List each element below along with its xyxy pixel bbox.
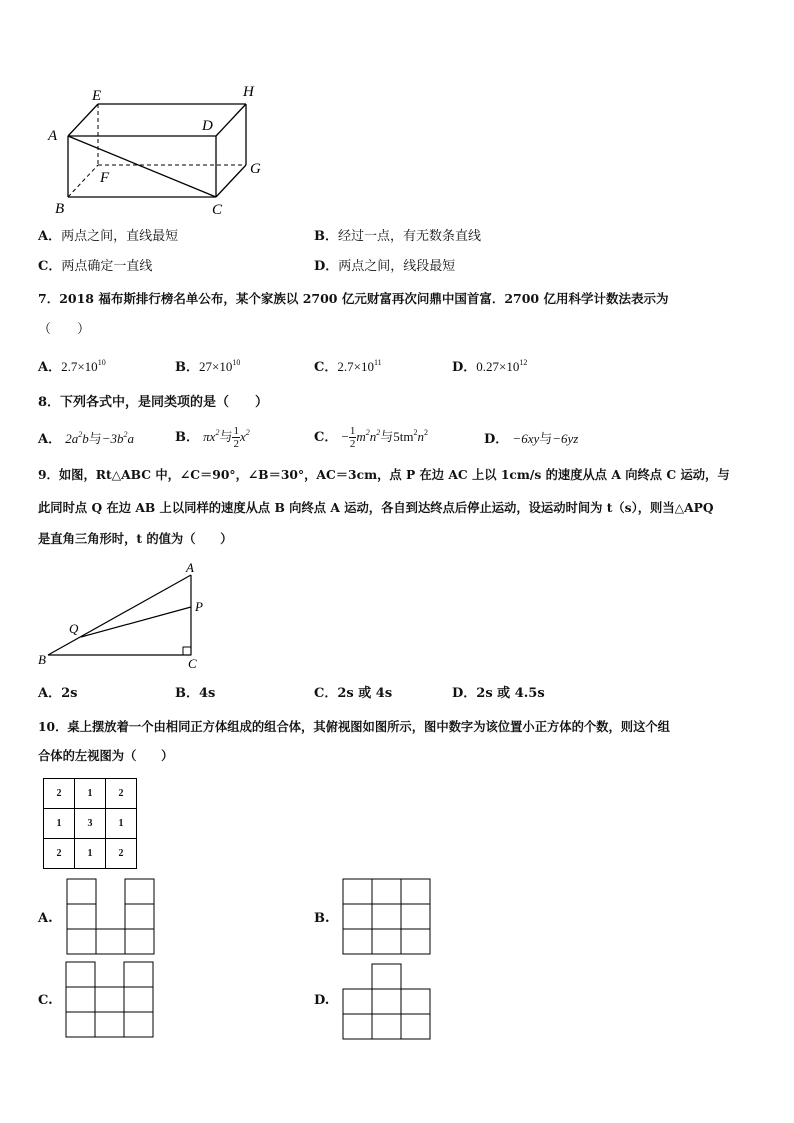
grid-cell: 1 [75,779,106,809]
label-P: P [195,599,203,614]
q9-stem-line1: 9．如图，Rt△ABC 中，∠C＝90°，∠B＝30°，AC＝3cm，点 P 在边 AC 上以 1cm/s 的速度从点 A 向终点 C 运动，与 [38,467,730,482]
top-view-grid [43,778,137,869]
q10-stem-line2: 合体的左视图为（ ） [38,748,174,763]
grid-cell: 1 [44,809,75,839]
q7-option-c: C．$2.7\times 10^{11}$ [314,358,382,375]
q10-option-d-view [343,964,443,1044]
q8-option-d: D． −6xy与−6yz [484,431,579,447]
q10-option-a-label: A. [38,911,53,926]
q6-option-c: C．两点确定一直线 [38,259,153,274]
q10-option-a-view [67,879,167,959]
q8-option-c: C． − $\frac{1}{2}$ $m^2n^2$与$5tm^2n^2$ [314,425,428,450]
q7-stem: 7．2018 福布斯排行榜名单公布，某个家族以 2700 亿元财富再次问鼎中国首富．2700 亿用科学计数法表示为 [38,291,669,306]
grid-cell: 3 [75,809,106,839]
cuboid-figure [40,80,280,220]
label-G: G [250,161,261,177]
q7-option-d: D．$0.27\times 10^{12}$ [452,358,528,375]
q10-option-c-label: C. [38,993,53,1008]
label-C: C [212,202,223,218]
label-A: A [186,560,194,575]
label-B: B [55,201,65,217]
q6-option-a: A．两点之间，直线最短 [38,229,179,244]
grid-cell: 2 [106,839,137,869]
q10-option-b-view [343,879,443,959]
q10-option-c-view [66,962,166,1042]
label-Q: Q [69,621,79,636]
label-B: B [38,652,46,667]
label-C: C [188,656,197,671]
grid-cell: 2 [44,779,75,809]
triangle-figure [36,560,216,670]
label-A: A [48,128,58,144]
label-H: H [243,84,254,100]
grid-cell: 2 [106,779,137,809]
grid-cell: 1 [75,839,106,869]
q9-stem-line3: 是直角三角形时，t 的值为（ ） [38,531,233,546]
q9-option-d: D．2s 或 4.5s [452,686,545,701]
q6-option-d: D．两点之间，线段最短 [314,259,456,274]
q10-option-b-label: B. [314,911,330,926]
grid-cell: 1 [106,809,137,839]
q10-option-d-label: D. [314,993,330,1008]
label-D: D [202,118,213,134]
q9-option-a: A．2s [38,686,78,701]
q7-paren: （ ） [38,322,91,337]
q8-option-b: B． $\pi x^2$与 $\frac{1}{2}$ $x^2$ [175,425,250,450]
q9-stem-line2: 此同时点 Q 在边 AB 上以同样的速度从点 B 向终点 A 运动，各自到达终点后停止运动，设运动时间为 t（s），则当△APQ [38,500,714,515]
grid-cell: 2 [44,839,75,869]
q6-option-b: B．经过一点，有无数条直线 [314,229,482,244]
q9-option-c: C．2s 或 4s [314,686,393,701]
label-E: E [92,88,102,104]
q10-stem-line1: 10．桌上摆放着一个由相同正方体组成的组合体，其俯视图如图所示，图中数字为该位置小正方体的个数，则这个组 [38,719,670,734]
q7-option-a: A．$2.7\times 10^{10}$ [38,358,106,375]
q8-stem: 8．下列各式中，是同类项的是（ ） [38,395,269,410]
q8-option-a: A． $2a^2b$与$-3b^2a$ [38,430,135,447]
label-F: F [100,170,110,186]
q7-option-b: B．$27\times 10^{10}$ [175,358,241,375]
q9-option-b: B．4s [175,686,216,701]
